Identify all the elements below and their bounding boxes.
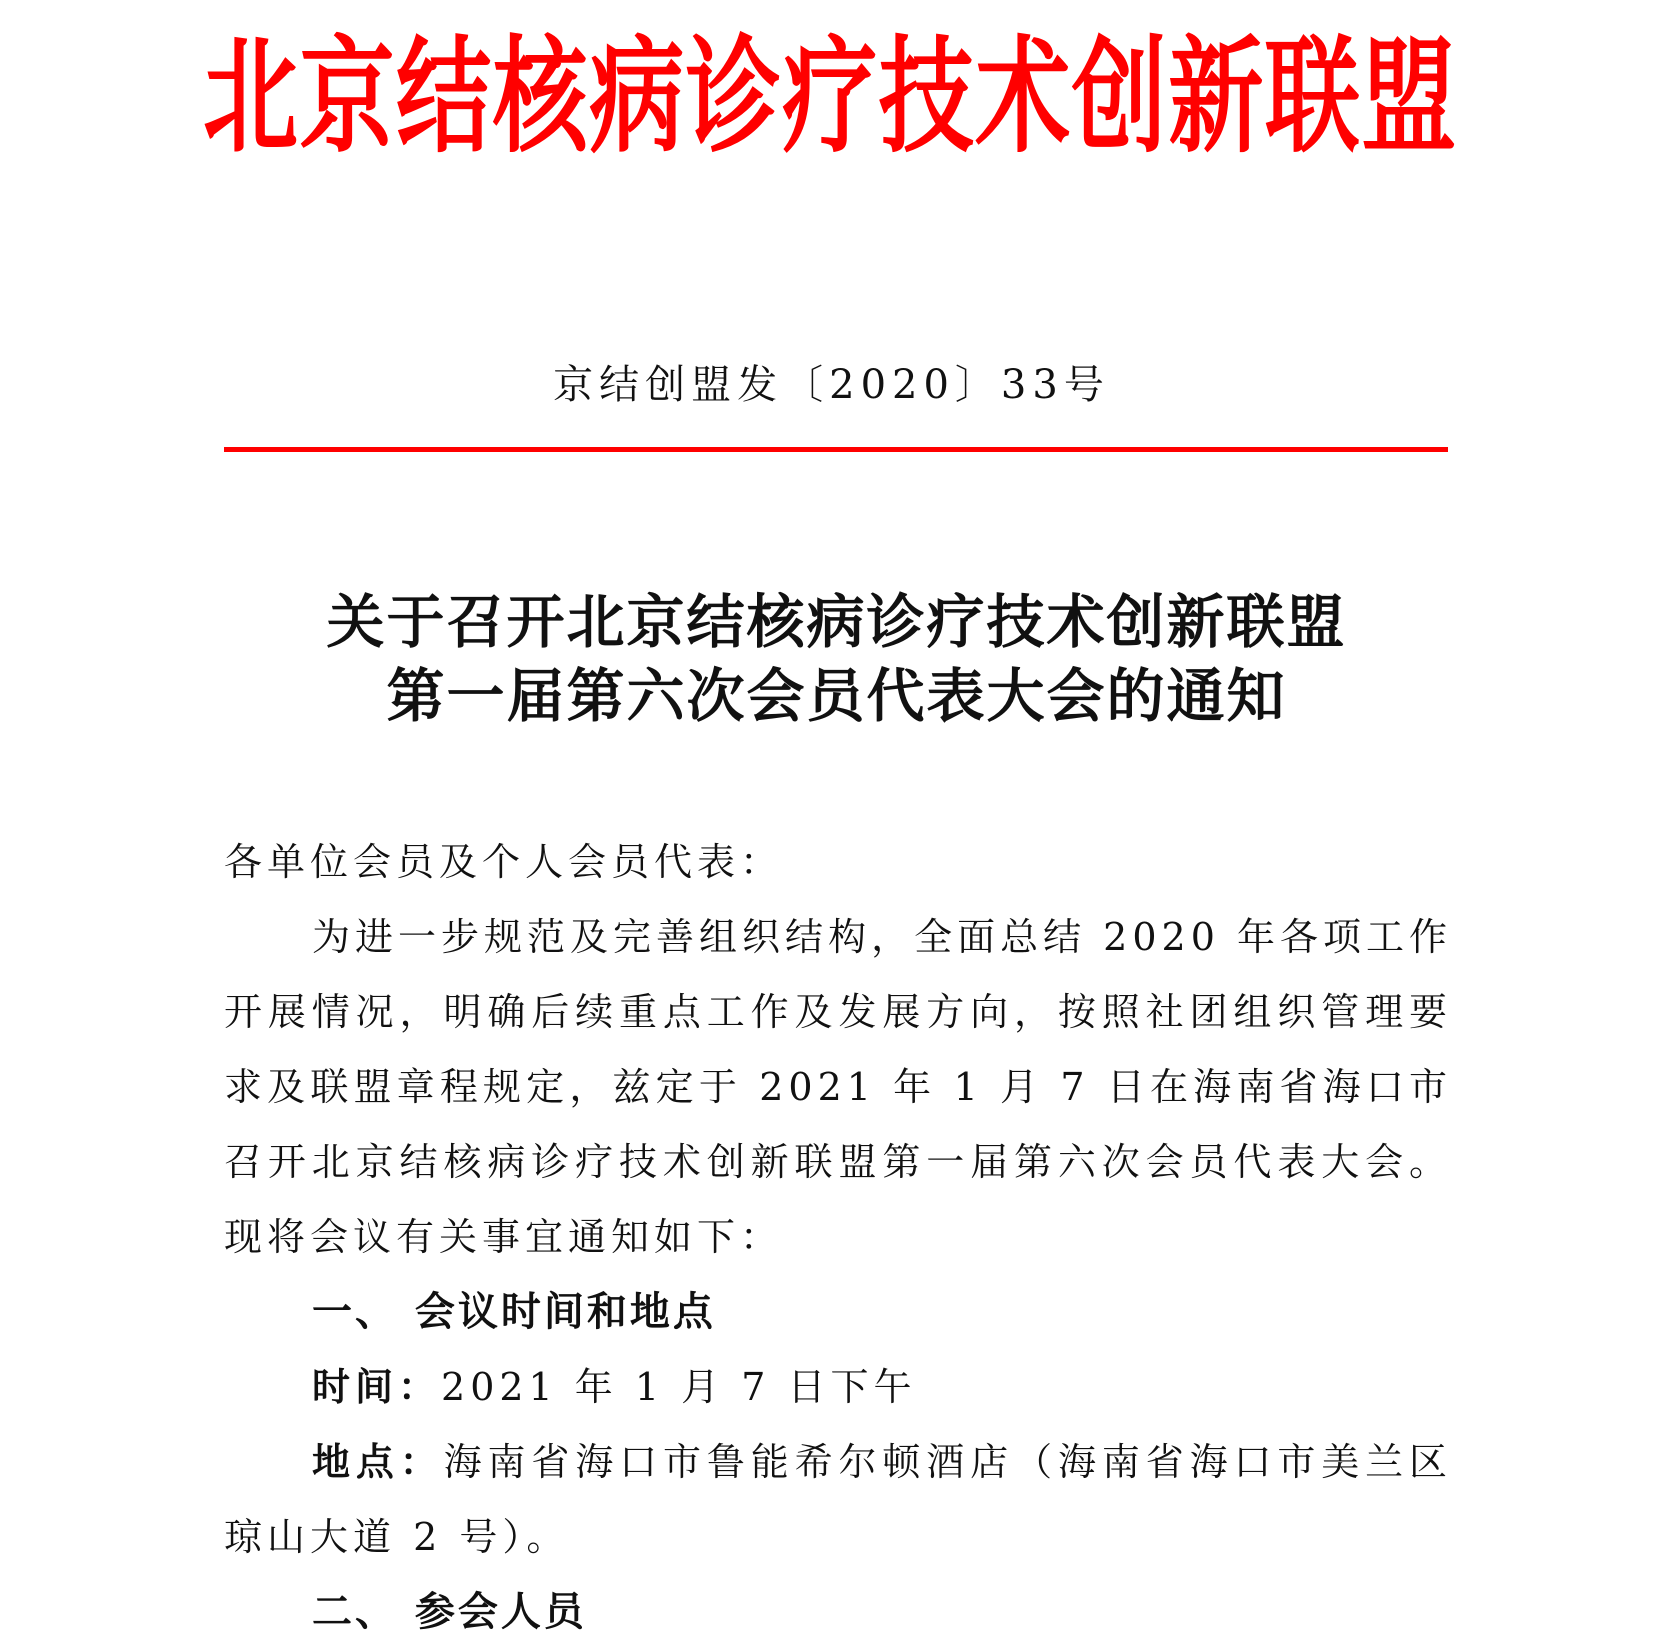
time-value: 2021 年 1 月 7 日下午 [441,1365,917,1409]
intro-paragraph: 为进一步规范及完善组织结构，全面总结 2020 年各项工作开展情况，明确后续重点工作及发展方向，按照社团组织管理要求及联盟章程规定，兹定于 2021 年 1 月 7 日在海南省海口市召开北京结核病诊疗技术创新联盟第一届第六次会员代表大会。现将会议有关事宜通知如下： [224,915,1452,1259]
salutation: 各单位会员及个人会员代表： [224,840,784,884]
notice-title [0,585,1653,733]
document-number: 京结创盟发〔2020〕33号 [553,362,1110,408]
meeting-time [224,1350,1452,1425]
place-label: 地点： [312,1440,444,1484]
title-line-1: 关于召开北京结核病诊疗技术创新联盟 [326,588,1347,656]
place-value: 海南省海口市鲁能希尔顿酒店（海南省海口市美兰区琼山大道 2 号）。 [224,1440,1452,1559]
section-2-heading: 二、 参会人员 [312,1589,587,1635]
red-divider-line [224,447,1448,452]
time-label: 时间： [312,1365,442,1409]
org-name-text: 北京结核病诊疗技术创新联盟 [203,25,1458,170]
meeting-place [224,1425,1452,1575]
masthead-org-name [203,18,1458,178]
section-1-heading: 一、 会议时间和地点 [312,1289,716,1335]
document-body [224,825,1452,1650]
title-line-2: 第一届第六次会员代表大会的通知 [386,662,1287,730]
